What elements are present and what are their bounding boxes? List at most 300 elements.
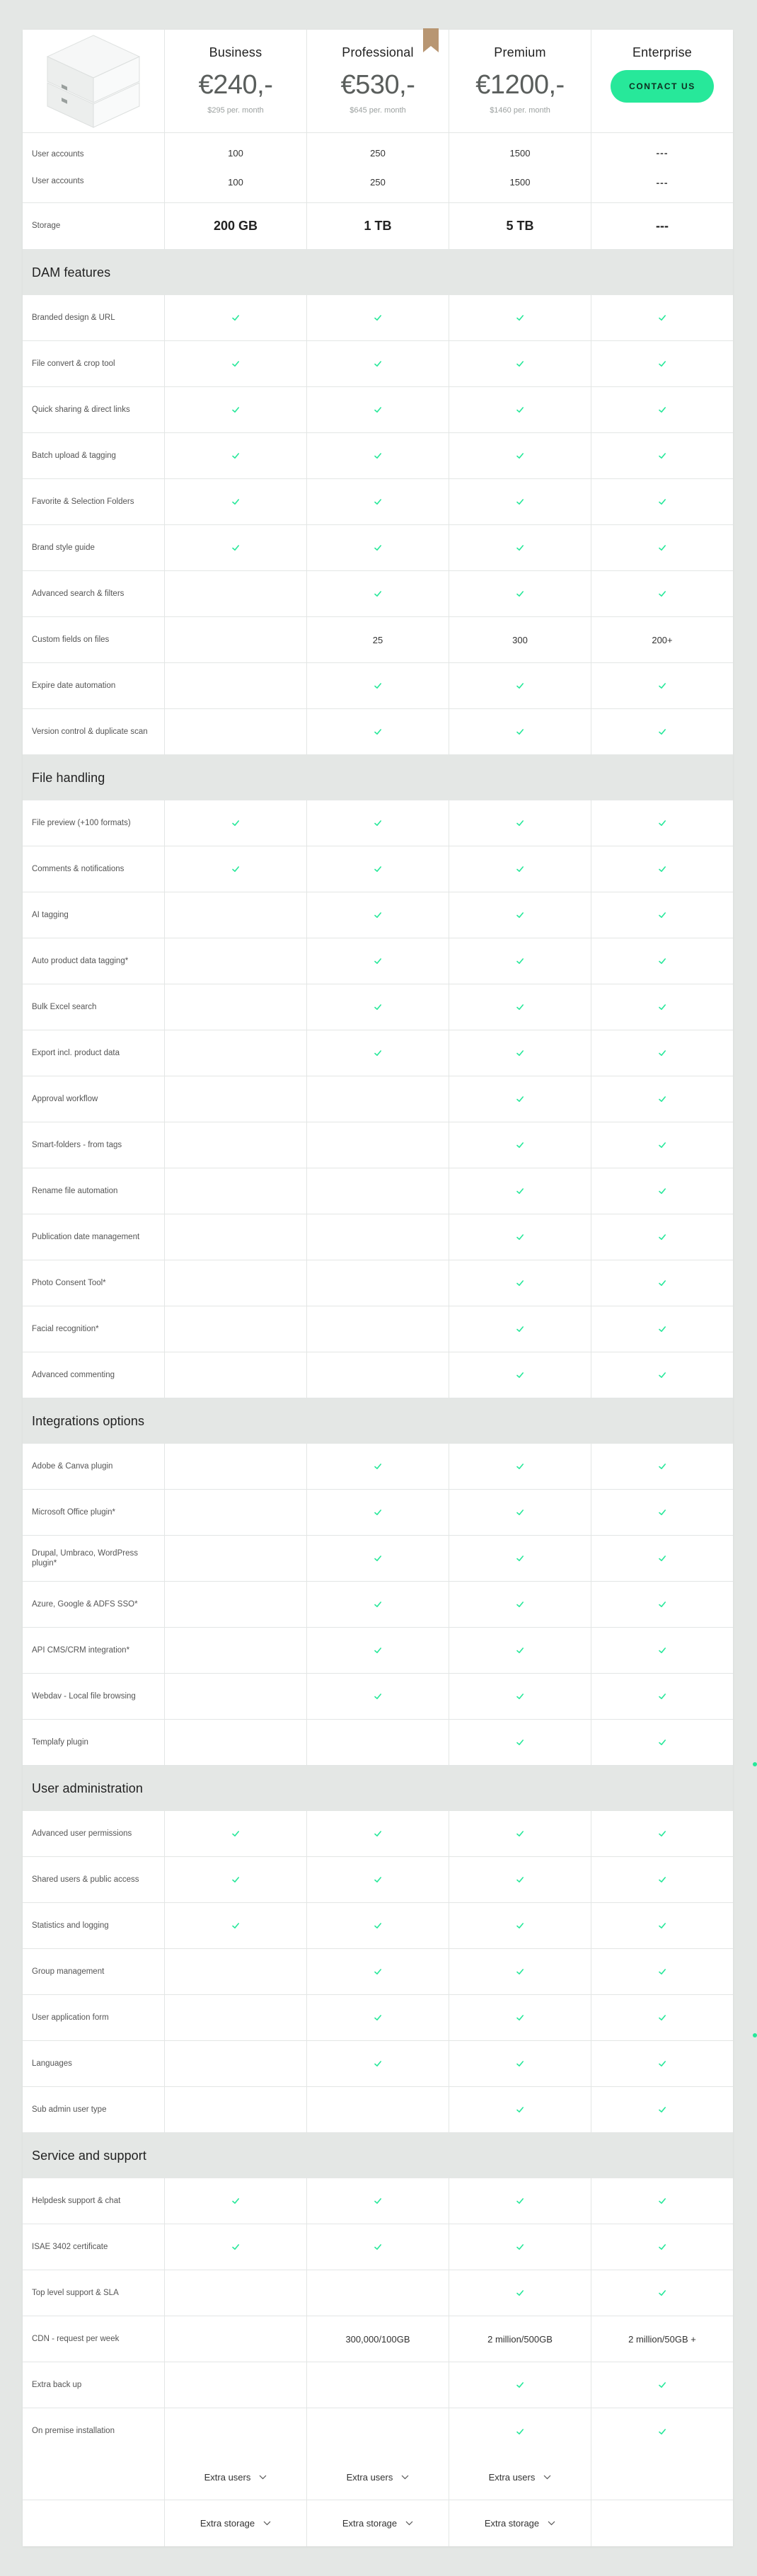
check-icon <box>374 1049 382 1057</box>
addon-empty-cell <box>591 2500 733 2546</box>
check-icon <box>516 1508 524 1517</box>
cell-value: 2 million/500GB <box>487 2333 553 2345</box>
check-icon <box>658 682 666 690</box>
feature-cell <box>164 2408 306 2454</box>
feature-cell <box>449 1903 591 1948</box>
addon-dropdown-label: Extra users <box>346 2471 393 2483</box>
feature-label: Auto product data tagging* <box>32 956 129 965</box>
feature-cell <box>164 1352 306 1398</box>
feature-cell <box>306 2087 449 2132</box>
feature-cell <box>449 479 591 524</box>
feature-row <box>23 2316 733 2362</box>
feature-cell <box>449 295 591 340</box>
addon-dropdown-label: Extra users <box>204 2471 251 2483</box>
feature-cell <box>591 892 733 938</box>
feature-row <box>23 433 733 479</box>
feature-row <box>23 1352 733 1398</box>
chevron-down-icon <box>259 2475 267 2480</box>
feature-cell <box>164 1168 306 1214</box>
feature-cell <box>164 1949 306 1994</box>
feature-row <box>23 2224 733 2270</box>
feature-cell <box>449 1076 591 1122</box>
feature-label: API CMS/CRM integration* <box>32 1645 130 1655</box>
user-accounts-row <box>23 133 733 203</box>
check-icon <box>231 1921 240 1930</box>
feature-label: Languages <box>32 2059 72 2068</box>
feature-row <box>23 1168 733 1214</box>
feature-label: Bulk Excel search <box>32 1002 97 1011</box>
feature-cell <box>449 2224 591 2270</box>
feature-cell <box>449 1306 591 1352</box>
check-icon <box>516 1141 524 1149</box>
check-icon <box>658 1508 666 1517</box>
check-icon <box>658 2427 666 2436</box>
feature-cell <box>306 1811 449 1856</box>
feature-cell <box>306 433 449 478</box>
chevron-down-icon <box>543 2475 551 2480</box>
feature-row <box>23 1122 733 1168</box>
check-icon <box>658 498 666 506</box>
plan-premium <box>449 30 591 132</box>
check-icon <box>516 1279 524 1287</box>
feature-cell <box>449 709 591 754</box>
feature-row <box>23 571 733 617</box>
check-icon <box>516 1003 524 1011</box>
feature-cell <box>449 1260 591 1306</box>
cell-value: 2 million/50GB + <box>628 2333 696 2345</box>
check-icon <box>374 406 382 414</box>
section-header: Integrations options <box>23 1398 733 1444</box>
check-icon <box>374 1921 382 1930</box>
feature-cell <box>449 1490 591 1535</box>
check-icon <box>516 2105 524 2114</box>
check-icon <box>516 314 524 322</box>
feature-row <box>23 709 733 755</box>
feature-cell <box>164 1857 306 1902</box>
check-icon <box>516 1325 524 1333</box>
feature-label: AI tagging <box>32 910 69 919</box>
feature-cell <box>306 2408 449 2454</box>
feature-cell <box>164 1628 306 1673</box>
check-icon <box>374 1692 382 1701</box>
feature-cell <box>164 2087 306 2132</box>
feature-label: Azure, Google & ADFS SSO* <box>32 1599 138 1609</box>
feature-cell <box>306 1628 449 1673</box>
feature-cell <box>306 2041 449 2086</box>
plan-professional <box>306 30 449 132</box>
check-icon <box>516 911 524 919</box>
feature-label: User application form <box>32 2013 109 2022</box>
check-icon <box>516 1829 524 1838</box>
check-icon <box>231 2243 240 2251</box>
row-label <box>23 133 164 202</box>
feature-row <box>23 1949 733 1995</box>
feature-cell <box>591 1903 733 1948</box>
feature-cell <box>591 1490 733 1535</box>
feature-cell <box>306 2178 449 2224</box>
check-icon <box>516 360 524 368</box>
feature-cell <box>306 2316 449 2362</box>
cell-value: 250 <box>370 177 386 188</box>
check-icon <box>516 682 524 690</box>
feature-cell <box>306 479 449 524</box>
cell-value: 1500 <box>509 177 531 188</box>
feature-cell <box>306 2270 449 2316</box>
check-icon <box>658 1967 666 1976</box>
cell-value: --- <box>656 177 669 188</box>
check-icon <box>658 1279 666 1287</box>
plan-name: Professional <box>342 45 414 59</box>
user-accounts-label: User accounts <box>32 177 84 185</box>
feature-row <box>23 617 733 663</box>
check-icon <box>516 498 524 506</box>
feature-cell <box>591 1628 733 1673</box>
cell-value: 200 GB <box>164 203 306 249</box>
feature-cell <box>306 938 449 984</box>
feature-cell <box>306 2224 449 2270</box>
check-icon <box>516 1095 524 1103</box>
feature-label: Extra back up <box>32 2380 82 2389</box>
feature-cell <box>449 1352 591 1398</box>
check-icon <box>374 728 382 736</box>
feature-label: Webdav - Local file browsing <box>32 1691 136 1701</box>
check-icon <box>374 1600 382 1609</box>
check-icon <box>658 728 666 736</box>
feature-cell <box>306 1582 449 1627</box>
feature-cell <box>164 617 306 662</box>
check-icon <box>374 865 382 873</box>
feature-row <box>23 984 733 1030</box>
check-icon <box>516 590 524 598</box>
check-icon <box>374 957 382 965</box>
addon-dropdown[interactable] <box>449 2500 591 2546</box>
check-icon <box>658 1371 666 1379</box>
feature-label: Export incl. product data <box>32 1048 120 1057</box>
feature-cell <box>449 341 591 386</box>
feature-cell <box>591 1260 733 1306</box>
feature-cell <box>449 892 591 938</box>
feature-cell <box>306 1674 449 1719</box>
check-icon <box>516 865 524 873</box>
feature-label: Top level support & SLA <box>32 2288 119 2297</box>
feature-cell <box>591 938 733 984</box>
feature-cell <box>591 2316 733 2362</box>
feature-row <box>23 1720 733 1766</box>
feature-cell <box>591 1214 733 1260</box>
feature-label: Drupal, Umbraco, WordPress plugin* <box>32 1548 138 1568</box>
feature-cell <box>449 2316 591 2362</box>
business-accounts <box>164 133 306 202</box>
feature-cell <box>306 1903 449 1948</box>
feature-cell <box>591 846 733 892</box>
feature-cell <box>449 1674 591 1719</box>
feature-label: Facial recognition* <box>32 1324 99 1333</box>
check-icon <box>374 544 382 552</box>
check-icon <box>516 1233 524 1241</box>
feature-cell <box>449 1536 591 1581</box>
addon-dropdown[interactable] <box>164 2454 306 2500</box>
feature-row <box>23 479 733 525</box>
check-icon <box>658 1141 666 1149</box>
feature-row <box>23 1628 733 1674</box>
feature-cell <box>591 1030 733 1076</box>
addon-dropdown[interactable] <box>306 2454 449 2500</box>
feature-row <box>23 525 733 571</box>
feature-cell <box>449 1122 591 1168</box>
addons-block <box>23 2454 733 2546</box>
check-icon <box>658 314 666 322</box>
feature-cell <box>164 892 306 938</box>
addon-dropdown[interactable] <box>449 2454 591 2500</box>
feature-cell <box>164 1903 306 1948</box>
feature-row <box>23 2362 733 2408</box>
check-icon <box>658 2013 666 2022</box>
feature-cell <box>306 571 449 616</box>
check-icon <box>516 2289 524 2297</box>
feature-cell <box>306 1076 449 1122</box>
check-icon <box>231 314 240 322</box>
premium-accounts <box>449 133 591 202</box>
feature-row <box>23 1536 733 1582</box>
feature-cell <box>306 663 449 708</box>
feature-row <box>23 1811 733 1857</box>
feature-cell <box>591 1306 733 1352</box>
feature-cell <box>306 341 449 386</box>
section-header: User administration <box>23 1766 733 1811</box>
feature-cell <box>591 2270 733 2316</box>
feature-cell <box>306 1536 449 1581</box>
feature-cell <box>591 1720 733 1765</box>
check-icon <box>516 1371 524 1379</box>
check-icon <box>658 1554 666 1563</box>
feature-row <box>23 846 733 892</box>
check-icon <box>658 1325 666 1333</box>
feature-cell <box>164 663 306 708</box>
feature-row <box>23 800 733 846</box>
feature-cell <box>591 663 733 708</box>
feature-row <box>23 341 733 387</box>
feature-label: File preview (+100 formats) <box>32 818 131 827</box>
plan-name: Business <box>209 45 262 59</box>
check-icon <box>231 2197 240 2205</box>
check-icon <box>658 406 666 414</box>
feature-cell <box>449 433 591 478</box>
check-icon <box>516 1462 524 1471</box>
feature-cell <box>449 1030 591 1076</box>
plan-usd-price: $295 per. month <box>207 106 264 115</box>
check-icon <box>374 1508 382 1517</box>
feature-cell <box>449 1857 591 1902</box>
cell-value: 250 <box>370 148 386 159</box>
check-icon <box>658 360 666 368</box>
feature-cell <box>164 1306 306 1352</box>
check-icon <box>516 2243 524 2251</box>
check-icon <box>658 819 666 827</box>
feature-row <box>23 1444 733 1490</box>
feature-label: Group management <box>32 1967 105 1976</box>
feature-row <box>23 2178 733 2224</box>
contact-us-button[interactable]: CONTACT US <box>611 70 714 103</box>
feature-cell <box>449 387 591 432</box>
check-icon <box>231 1829 240 1838</box>
feature-label: Sub admin user type <box>32 2105 107 2114</box>
chevron-down-icon <box>548 2521 555 2526</box>
feature-cell <box>164 433 306 478</box>
feature-cell <box>591 525 733 570</box>
plan-header-row <box>23 30 733 133</box>
feature-cell <box>306 846 449 892</box>
feature-cell <box>591 800 733 846</box>
cell-value: --- <box>591 203 733 249</box>
feature-cell <box>449 938 591 984</box>
feature-cell <box>164 1076 306 1122</box>
check-icon <box>658 544 666 552</box>
addon-dropdown-label: Extra storage <box>484 2518 540 2529</box>
feature-label: Version control & duplicate scan <box>32 727 148 736</box>
feature-cell <box>164 1536 306 1581</box>
feature-label: Custom fields on files <box>32 635 110 644</box>
feature-cell <box>449 1214 591 1260</box>
feature-cell <box>591 1674 733 1719</box>
cell-value: 1500 <box>509 148 531 159</box>
feature-cell <box>449 2408 591 2454</box>
feature-label: Microsoft Office plugin* <box>32 1507 116 1517</box>
feature-cell <box>591 341 733 386</box>
check-icon <box>658 452 666 460</box>
feature-cell <box>591 479 733 524</box>
feature-cell <box>164 341 306 386</box>
feature-row <box>23 1306 733 1352</box>
check-icon <box>374 1967 382 1976</box>
check-icon <box>231 1875 240 1884</box>
plan-usd-price: $1460 per. month <box>490 106 550 115</box>
feature-cell <box>306 1352 449 1398</box>
check-icon <box>516 1049 524 1057</box>
check-icon <box>658 2105 666 2114</box>
feature-cell <box>306 525 449 570</box>
feature-cell <box>306 709 449 754</box>
feature-label: Favorite & Selection Folders <box>32 497 134 506</box>
check-icon <box>374 1646 382 1655</box>
feature-cell <box>306 1214 449 1260</box>
feature-row <box>23 1030 733 1076</box>
check-icon <box>231 360 240 368</box>
check-icon <box>374 1875 382 1884</box>
feature-cell <box>591 1995 733 2040</box>
feature-cell <box>591 433 733 478</box>
check-icon <box>516 2427 524 2436</box>
check-icon <box>658 865 666 873</box>
feature-label: Smart-folders - from tags <box>32 1140 122 1149</box>
feature-row <box>23 1903 733 1949</box>
check-icon <box>658 2381 666 2389</box>
section-header: File handling <box>23 755 733 800</box>
check-icon <box>374 452 382 460</box>
check-icon <box>374 1462 382 1471</box>
check-icon <box>658 2197 666 2205</box>
addon-dropdown[interactable] <box>306 2500 449 2546</box>
feature-cell <box>591 1811 733 1856</box>
feature-label: Advanced commenting <box>32 1370 115 1379</box>
feature-cell <box>164 938 306 984</box>
feature-cell <box>306 1122 449 1168</box>
feature-cell <box>164 1811 306 1856</box>
feature-label: Branded design & URL <box>32 313 115 322</box>
feature-cell <box>164 479 306 524</box>
feature-cell <box>591 571 733 616</box>
feature-label: Statistics and logging <box>32 1921 109 1930</box>
feature-cell <box>591 1949 733 1994</box>
plan-price: €530,- <box>340 70 415 100</box>
feature-cell <box>306 1168 449 1214</box>
check-icon <box>516 452 524 460</box>
feature-cell <box>591 2087 733 2132</box>
check-icon <box>658 1875 666 1884</box>
check-icon <box>516 819 524 827</box>
check-icon <box>374 2013 382 2022</box>
check-icon <box>374 819 382 827</box>
feature-cell <box>591 1076 733 1122</box>
section-header: Service and support <box>23 2133 733 2178</box>
check-icon <box>658 1095 666 1103</box>
feature-cell <box>449 984 591 1030</box>
feature-cell <box>306 1490 449 1535</box>
check-icon <box>516 406 524 414</box>
feature-cell <box>164 1490 306 1535</box>
check-icon <box>516 2197 524 2205</box>
feature-cell <box>449 1949 591 1994</box>
feature-row <box>23 1260 733 1306</box>
feature-cell <box>306 387 449 432</box>
check-icon <box>516 2059 524 2068</box>
feature-row <box>23 1214 733 1260</box>
check-icon <box>516 1187 524 1195</box>
addon-dropdown[interactable] <box>164 2500 306 2546</box>
feature-row <box>23 2270 733 2316</box>
check-icon <box>658 1233 666 1241</box>
feature-cell <box>591 1582 733 1627</box>
feature-label: Shared users & public access <box>32 1875 139 1884</box>
feature-cell <box>164 2270 306 2316</box>
feature-label: Templafy plugin <box>32 1737 88 1747</box>
feature-cell <box>449 1720 591 1765</box>
check-icon <box>374 498 382 506</box>
feature-cell <box>591 2041 733 2086</box>
feature-cell <box>164 295 306 340</box>
feature-row <box>23 2087 733 2133</box>
feature-cell <box>449 571 591 616</box>
feature-row <box>23 2041 733 2087</box>
feature-cell <box>591 2178 733 2224</box>
feature-cell <box>164 525 306 570</box>
cell-value: 200+ <box>652 634 673 645</box>
check-icon <box>658 1462 666 1471</box>
plan-price: €1200,- <box>475 70 565 100</box>
feature-cell <box>591 2408 733 2454</box>
feature-cell <box>591 387 733 432</box>
addon-dropdown-label: Extra storage <box>200 2518 255 2529</box>
feature-cell <box>164 846 306 892</box>
feature-cell <box>164 2316 306 2362</box>
feature-cell <box>449 2087 591 2132</box>
check-icon <box>374 360 382 368</box>
feature-cell <box>164 1444 306 1489</box>
check-icon <box>658 2243 666 2251</box>
check-icon <box>658 1646 666 1655</box>
feature-cell <box>164 2362 306 2408</box>
storage-row <box>23 203 733 250</box>
cell-value: --- <box>656 147 669 159</box>
